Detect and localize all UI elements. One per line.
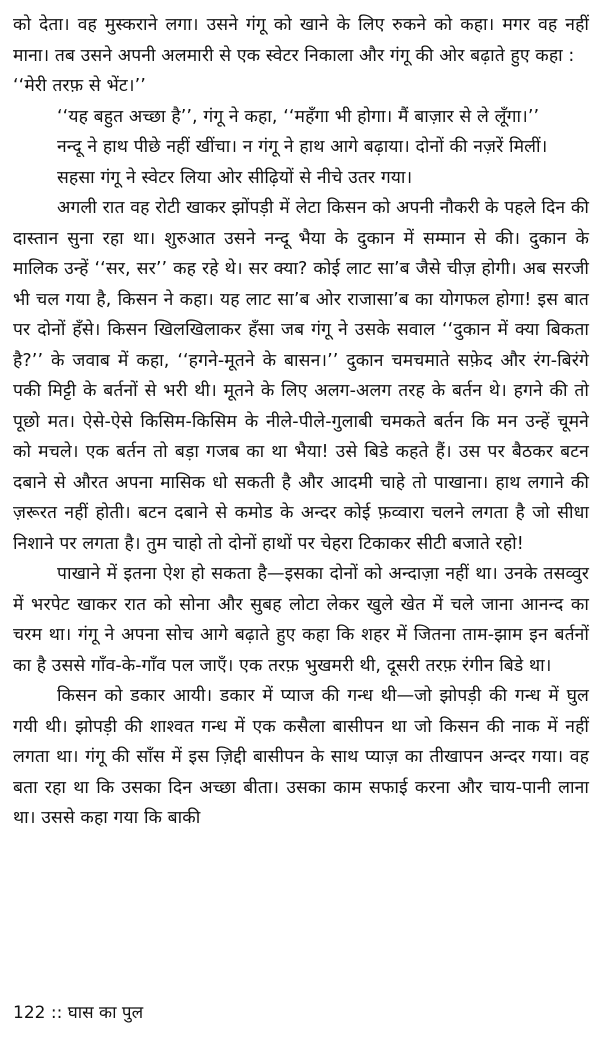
paragraph-8: किसन को डकार आयी। डकार में प्याज की गन्ध थी—जो झोपड़ी की गन्ध में घुल गयी थी। झोपड़ी की शाश्वत गन्ध में एक कसैला बासीपन था जो किसन की नाक में नहीं लगता था। गंगू की साँस में इस ज़िद्दी बासीपन के साथ प्याज़ का तीखापन अन्दर गया। वह बता रहा था कि उसका दिन अच्छा बीता। उसका काम सफाई करना और चाय-पानी लाना था। उससे कहा गया कि बाकी bbox=[13, 686, 589, 828]
page-footer: 122 :: घास का पुल bbox=[13, 1003, 144, 1023]
paragraph-7: पाखाने में इतना ऐश हो सकता है—इसका दोनों को अन्दाज़ा नहीं था। उनके तसव्वुर में भरपेट खाकर रात को सोना और सुबह लोटा लेकर खुले खेत में चले जाना आनन्द का चरम था। गंगू ने अपना सोच आगे बढ़ाते हुए कहा कि शहर में जितना ताम-झाम इन बर्तनों का है उससे गाँव-के-गाँव पल जाएँ। एक तरफ़ भुखमरी थी, दूसरी तरफ़ रंगीन बिडे था। bbox=[13, 564, 589, 676]
page-body bbox=[13, 10, 589, 834]
paragraph-5: सहसा गंगू ने स्वेटर लिया ओर सीढ़ियों से नीचे उतर गया। bbox=[57, 167, 413, 188]
paragraph-6: अगली रात वह रोटी खाकर झोंपड़ी में लेटा किसन को अपनी नौकरी के पहले दिन की दास्तान सुना रहा था। शुरुआत उसने नन्दू भैया के दुकान में सम्मान से की। दुकान के मालिक उन्हें ‘‘सर, सर’’ कह रहे थे। सर क्या? कोई लाट सा’ब जैसे चीज़ होगी। अब सरजी भी चल गया है, किसन ने कहा। यह लाट सा’ब ओर राजासा’ब का योगफल होगा! इस बात पर दोनों हँसे। किसन खिलखिलाकर हँसा जब गंगू ने उसके सवाल ‘‘दुकान में क्या बिकता है?’’ के जवाब में कहा, ‘‘हगने-मूतने के बासन।’’ दुकान चमचमाते सफ़ेद और रंग-बिरंगे पकी मिट्टी के बर्तनों से भरी थी। मूतने के लिए अलग-अलग तरह के बर्तन थे। हगने की तो पूछो मत। ऐसे-ऐसे किसिम-किसिम के नीले-पीले-गुलाबी चमकते बर्तन कि मन उन्हें चूमने को मचले। एक बर्तन तो बड़ा गजब का था भैया! उसे बिडे कहते हैं। उस पर बैठकर बटन दबाने से औरत अपना मासिक धो सकती है और आदमी चाहे तो पाखाना। हाथ लगाने की ज़रूरत नहीं होती। बटन दबाने से कमोड के अन्दर कोई फ़व्वारा चलने लगता है जो सीधा निशाने पर लगता है। तुम चाहो तो दोनों हाथों पर चेहरा टिकाकर सीटी बजाते रहो! bbox=[13, 198, 589, 554]
paragraph-3: ‘‘यह बहुत अच्छा है’’, गंगू ने कहा, ‘‘महँगा भी होगा। मैं बाज़ार से ले लूँगा।’’ bbox=[57, 106, 540, 127]
paragraph-4: नन्दू ने हाथ पीछे नहीं खींचा। न गंगू ने हाथ आगे बढ़ाया। दोनों की नज़रें मिलीं। bbox=[57, 137, 548, 157]
paragraph-2: ‘‘मेरी तरफ़ से भेंट।’’ bbox=[13, 76, 146, 96]
paragraph-1: को देता। वह मुस्कराने लगा। उसने गंगू को खाने के लिए रुकने को कहा। मगर वह नहीं माना। तब उसने अपनी अलमारी से एक स्वेटर निकाला और गंगू की ओर बढ़ाते हुए कहा : bbox=[13, 15, 589, 66]
